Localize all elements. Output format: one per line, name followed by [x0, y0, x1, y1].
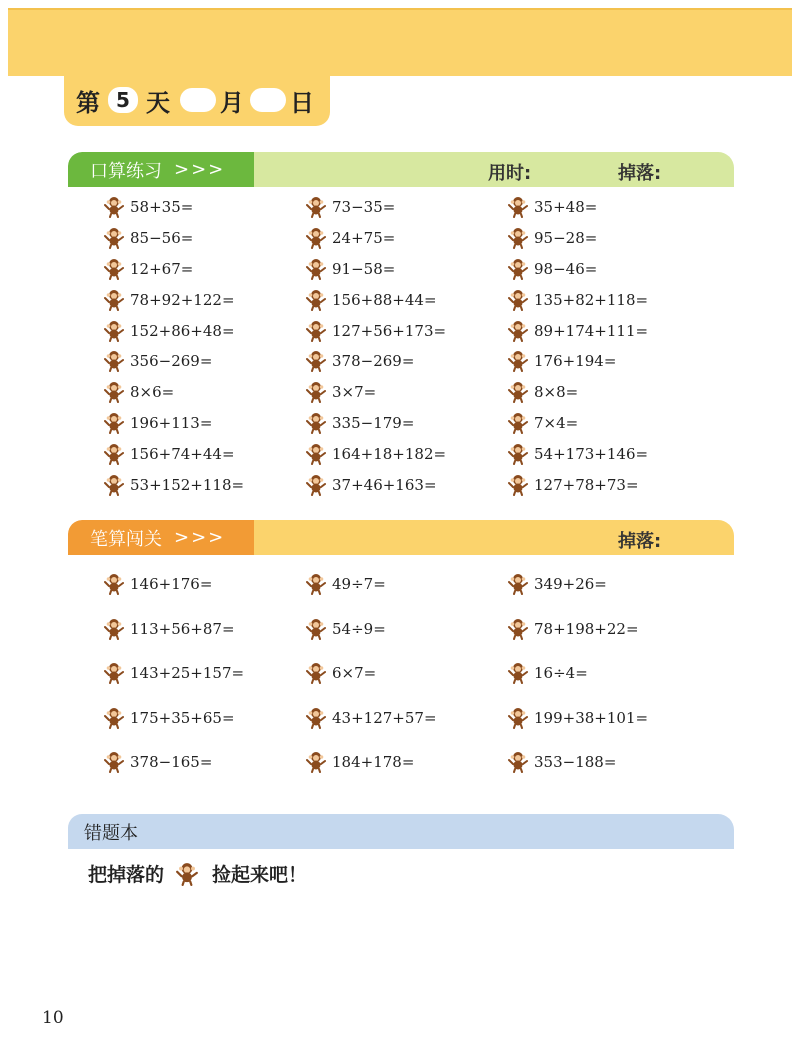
day-label: 日: [290, 88, 314, 117]
problem-expression: 43+127+57=: [332, 708, 437, 727]
problem-expression: 378−165=: [130, 753, 213, 772]
oral-drop-label: 掉落:: [618, 163, 662, 184]
problem-expression: 8×6=: [130, 383, 175, 402]
problem-item: [508, 562, 710, 607]
problem-expression: 85−56=: [130, 229, 194, 248]
problem-item: [306, 469, 508, 500]
problem-expression: 54+173+146=: [534, 444, 649, 463]
problem-expression: 78+198+22=: [534, 619, 639, 638]
problem-item: [306, 223, 508, 254]
problem-expression: 95−28=: [534, 229, 598, 248]
problem-item: [306, 254, 508, 285]
oral-section-tab: [68, 152, 254, 187]
problem-expression: 89+174+111=: [534, 321, 649, 340]
problem-item: [104, 607, 306, 652]
problem-item: [306, 696, 508, 741]
problem-expression: 7×4=: [534, 413, 579, 432]
monkey-icon: [306, 474, 326, 496]
problem-item: [104, 469, 306, 500]
problem-expression: 378−269=: [332, 352, 415, 371]
top-band: [8, 8, 792, 76]
problem-item: [306, 315, 508, 346]
problem-item: [104, 651, 306, 696]
problem-expression: 184+178=: [332, 753, 415, 772]
problem-item: [104, 223, 306, 254]
monkey-icon: [306, 443, 326, 465]
monkey-icon: [306, 227, 326, 249]
oral-arrows: >>>: [174, 159, 226, 180]
problem-item: [104, 254, 306, 285]
problem-expression: 156+74+44=: [130, 444, 235, 463]
problem-expression: 35+48=: [534, 198, 598, 217]
problem-expression: 8×8=: [534, 383, 579, 402]
written-section-title: 笔算闯关: [90, 528, 162, 550]
day-number: 5: [108, 87, 138, 113]
monkey-icon: [104, 258, 124, 280]
monkey-icon: [104, 662, 124, 684]
problem-expression: 152+86+48=: [130, 321, 235, 340]
month-input-box[interactable]: [180, 88, 216, 112]
monkey-icon: [508, 227, 528, 249]
monkey-icon: [104, 618, 124, 640]
problem-expression: 73−35=: [332, 198, 396, 217]
monkey-icon: [508, 320, 528, 342]
written-arrows: >>>: [174, 527, 226, 548]
problem-item: [508, 469, 710, 500]
monkey-icon: [104, 350, 124, 372]
problem-expression: 113+56+87=: [130, 619, 235, 638]
problem-item: [508, 254, 710, 285]
monkey-icon: [104, 707, 124, 729]
problem-expression: 91−58=: [332, 259, 396, 278]
monkey-icon: [508, 618, 528, 640]
problem-item: [104, 740, 306, 785]
problem-item: [306, 377, 508, 408]
problem-item: [306, 607, 508, 652]
day-prefix: 第: [76, 88, 100, 117]
problem-item: [306, 562, 508, 607]
mistake-section-tab: [68, 814, 268, 849]
monkey-icon: [306, 662, 326, 684]
problem-expression: 58+35=: [130, 198, 194, 217]
problem-item: [104, 438, 306, 469]
oral-meta: [254, 152, 734, 187]
time-label: 用时:: [488, 163, 532, 184]
problem-item: [508, 223, 710, 254]
problem-item: [306, 408, 508, 439]
problem-item: [104, 408, 306, 439]
monkey-icon: [508, 350, 528, 372]
problem-expression: 146+176=: [130, 575, 213, 594]
problem-expression: 335−179=: [332, 413, 415, 432]
monkey-icon: [508, 751, 528, 773]
problem-expression: 196+113=: [130, 413, 213, 432]
problem-item: [508, 607, 710, 652]
monkey-icon: [306, 618, 326, 640]
monkey-icon: [104, 227, 124, 249]
page-number: 10: [42, 1008, 64, 1028]
problem-item: [104, 315, 306, 346]
monkey-icon: [306, 381, 326, 403]
monkey-icon: [306, 320, 326, 342]
mistake-text-before: 把掉落的: [88, 864, 165, 886]
monkey-icon: [508, 474, 528, 496]
monkey-icon: [508, 289, 528, 311]
problem-item: [306, 284, 508, 315]
problem-expression: 356−269=: [130, 352, 213, 371]
problem-item: [508, 284, 710, 315]
monkey-icon: [104, 196, 124, 218]
monkey-icon: [176, 862, 198, 886]
problem-item: [306, 192, 508, 223]
monkey-icon: [104, 381, 124, 403]
monkey-icon: [306, 196, 326, 218]
problem-item: [104, 346, 306, 377]
problem-expression: 98−46=: [534, 259, 598, 278]
problem-item: [306, 651, 508, 696]
monkey-icon: [306, 412, 326, 434]
monkey-icon: [104, 474, 124, 496]
mistake-text-after: 捡起来吧！: [212, 864, 308, 886]
problem-expression: 24+75=: [332, 229, 396, 248]
problem-item: [508, 408, 710, 439]
monkey-icon: [508, 196, 528, 218]
problem-item: [508, 346, 710, 377]
monkey-icon: [508, 662, 528, 684]
monkey-icon: [306, 289, 326, 311]
problem-expression: 53+152+118=: [130, 475, 245, 494]
monkey-icon: [104, 443, 124, 465]
monkey-icon: [104, 289, 124, 311]
mistake-section-title: 错题本: [84, 822, 138, 844]
problem-expression: 175+35+65=: [130, 708, 235, 727]
mistake-instruction: [88, 860, 307, 887]
problem-expression: 143+25+157=: [130, 664, 245, 683]
problem-expression: 135+82+118=: [534, 290, 649, 309]
monkey-icon: [104, 412, 124, 434]
written-problem-grid: [104, 562, 724, 785]
oral-section-title: 口算练习: [90, 160, 162, 182]
problem-expression: 199+38+101=: [534, 708, 649, 727]
month-label: 月: [220, 88, 244, 117]
problem-item: [508, 696, 710, 741]
problem-item: [104, 377, 306, 408]
monkey-icon: [306, 751, 326, 773]
problem-expression: 37+46+163=: [332, 475, 437, 494]
written-section-tab: [68, 520, 254, 555]
problem-item: [508, 651, 710, 696]
problem-expression: 49÷7=: [332, 575, 386, 594]
problem-item: [104, 284, 306, 315]
problem-item: [508, 438, 710, 469]
problem-item: [508, 740, 710, 785]
monkey-icon: [306, 258, 326, 280]
monkey-icon: [104, 573, 124, 595]
monkey-icon: [508, 443, 528, 465]
problem-expression: 78+92+122=: [130, 290, 235, 309]
written-section-bar: [68, 520, 734, 555]
monkey-icon: [306, 707, 326, 729]
day-header: [64, 74, 330, 126]
problem-item: [306, 346, 508, 377]
problem-expression: 349+26=: [534, 575, 607, 594]
monkey-icon: [508, 258, 528, 280]
problem-expression: 176+194=: [534, 352, 617, 371]
problem-item: [104, 696, 306, 741]
problem-item: [508, 377, 710, 408]
monkey-icon: [508, 412, 528, 434]
monkey-icon: [306, 573, 326, 595]
problem-item: [306, 740, 508, 785]
monkey-icon: [508, 707, 528, 729]
monkey-icon: [104, 751, 124, 773]
monkey-icon: [508, 573, 528, 595]
monkey-icon: [508, 381, 528, 403]
problem-item: [306, 438, 508, 469]
monkey-icon: [104, 320, 124, 342]
written-meta: [254, 520, 734, 555]
problem-expression: 3×7=: [332, 383, 377, 402]
problem-expression: 16÷4=: [534, 664, 588, 683]
day-input-box[interactable]: [250, 88, 286, 112]
problem-expression: 12+67=: [130, 259, 194, 278]
problem-item: [508, 315, 710, 346]
written-drop-label: 掉落:: [618, 531, 662, 552]
problem-expression: 353−188=: [534, 753, 617, 772]
problem-item: [104, 562, 306, 607]
monkey-icon: [306, 350, 326, 372]
problem-item: [104, 192, 306, 223]
problem-expression: 54÷9=: [332, 619, 386, 638]
mistake-section-bar: [68, 814, 734, 849]
problem-expression: 6×7=: [332, 664, 377, 683]
problem-item: [508, 192, 710, 223]
oral-problem-grid: [104, 192, 724, 500]
problem-expression: 164+18+182=: [332, 444, 447, 463]
problem-expression: 156+88+44=: [332, 290, 437, 309]
problem-expression: 127+78+73=: [534, 475, 639, 494]
oral-section-bar: [68, 152, 734, 187]
problem-expression: 127+56+173=: [332, 321, 447, 340]
day-suffix: 天: [146, 88, 170, 117]
